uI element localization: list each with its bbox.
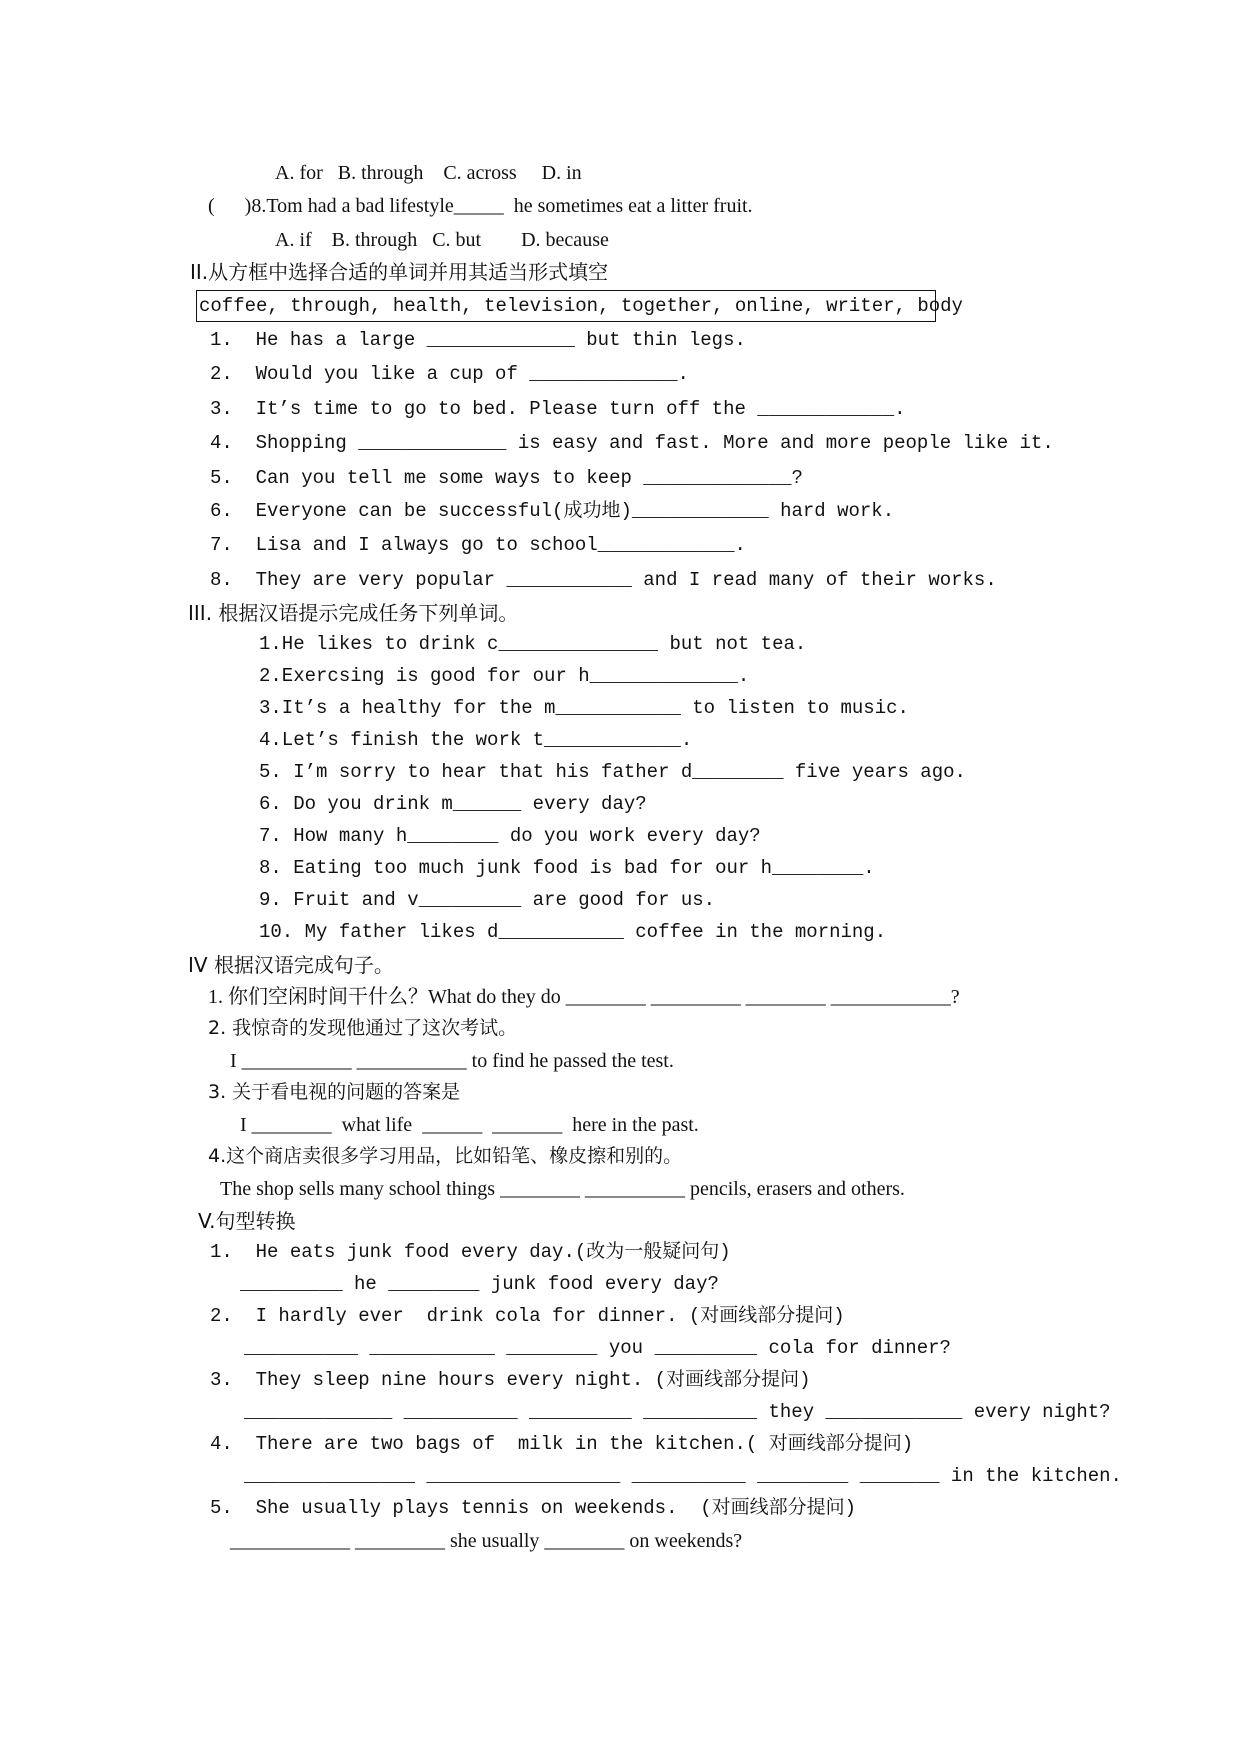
s2-q3: 3. It’s time to go to bed. Please turn off the ____________. [210, 398, 906, 420]
s2-q5: 5. Can you tell me some ways to keep _____________? [210, 467, 803, 489]
s2-q6: 6. Everyone can be successful(成功地)____________ hard work. [210, 500, 895, 522]
s4-q4-en: The shop sells many school things ________ __________ pencils, erasers and others. [220, 1178, 905, 1200]
s2-q2: 2. Would you like a cup of _____________. [210, 363, 689, 385]
word-box-text: coffee, through, health, television, together, online, writer, body [199, 295, 963, 317]
s3-q10: 10. My father likes d___________ coffee in the morning. [259, 921, 887, 943]
s5-q4-ans: _______________ _________________ __________ ________ _______ in the kitchen. [244, 1465, 1122, 1487]
s4-q2-cn: 2. 我惊奇的发现他通过了这次考试。 [208, 1017, 518, 1039]
s5-q2: 2. I hardly ever drink cola for dinner. (对画线部分提问) [210, 1305, 845, 1327]
s2-q1: 1. He has a large _____________ but thin legs. [210, 329, 746, 351]
s2-q8: 8. They are very popular ___________ and I read many of their works. [210, 569, 997, 591]
s4-q3-cn: 3. 关于看电视的问题的答案是 [208, 1081, 461, 1103]
section-5-title: V.句型转换 [198, 1209, 296, 1233]
s5-q3: 3. They sleep nine hours every night. (对画线部分提问) [210, 1369, 811, 1391]
s5-q5-ans: ____________ _________ she usually ________ on weekends? [230, 1530, 743, 1552]
mc8-question: ( )8.Tom had a bad lifestyle_____ he sometimes eat a litter fruit. [208, 195, 753, 217]
s5-q2-ans: __________ ___________ ________ you _________ cola for dinner? [244, 1337, 951, 1359]
s5-q3-ans: _____________ __________ _________ __________ they ____________ every night? [244, 1401, 1111, 1423]
s3-q6: 6. Do you drink m______ every day? [259, 793, 647, 815]
mc7-options: A. for B. through C. across D. in [275, 162, 582, 184]
s3-q1: 1.He likes to drink c______________ but not tea. [259, 633, 807, 655]
s2-q7: 7. Lisa and I always go to school____________. [210, 534, 746, 556]
section-4-title: IV 根据汉语完成句子。 [188, 953, 394, 977]
s4-q3-en: I ________ what life ______ _______ here in the past. [240, 1114, 699, 1136]
s3-q2: 2.Exercsing is good for our h_____________. [259, 665, 750, 687]
s2-q4: 4. Shopping _____________ is easy and fast. More and more people like it. [210, 432, 1054, 454]
s5-q1-ans: _________ he ________ junk food every day? [240, 1273, 719, 1295]
s3-q7: 7. How many h________ do you work every day? [259, 825, 761, 847]
section-3-title: III. 根据汉语提示完成任务下列单词。 [188, 601, 519, 625]
s4-q1: 1. 你们空闲时间干什么？What do they do ________ _________ ________ ____________? [208, 986, 960, 1008]
s4-q2-en: I ___________ ___________ to find he passed the test. [230, 1050, 674, 1072]
mc8-options: A. if B. through C. but D. because [275, 229, 609, 251]
s3-q5: 5. I’m sorry to hear that his father d________ five years ago. [259, 761, 966, 783]
s3-q4: 4.Let’s finish the work t____________. [259, 729, 693, 751]
s5-q4: 4. There are two bags of milk in the kitchen.( 对画线部分提问) [210, 1433, 914, 1455]
s3-q9: 9. Fruit and v_________ are good for us. [259, 889, 716, 911]
s3-q8: 8. Eating too much junk food is bad for our h________. [259, 857, 875, 879]
s4-q4-cn: 4.这个商店卖很多学习用品，比如铅笔、橡皮擦和别的。 [208, 1145, 683, 1167]
s5-q1: 1. He eats junk food every day.(改为一般疑问句) [210, 1241, 731, 1263]
section-2-title: II.从方框中选择合适的单词并用其适当形式填空 [190, 260, 609, 284]
s3-q3: 3.It’s a healthy for the m___________ to listen to music. [259, 697, 909, 719]
s5-q5: 5. She usually plays tennis on weekends. (对画线部分提问) [210, 1497, 857, 1519]
